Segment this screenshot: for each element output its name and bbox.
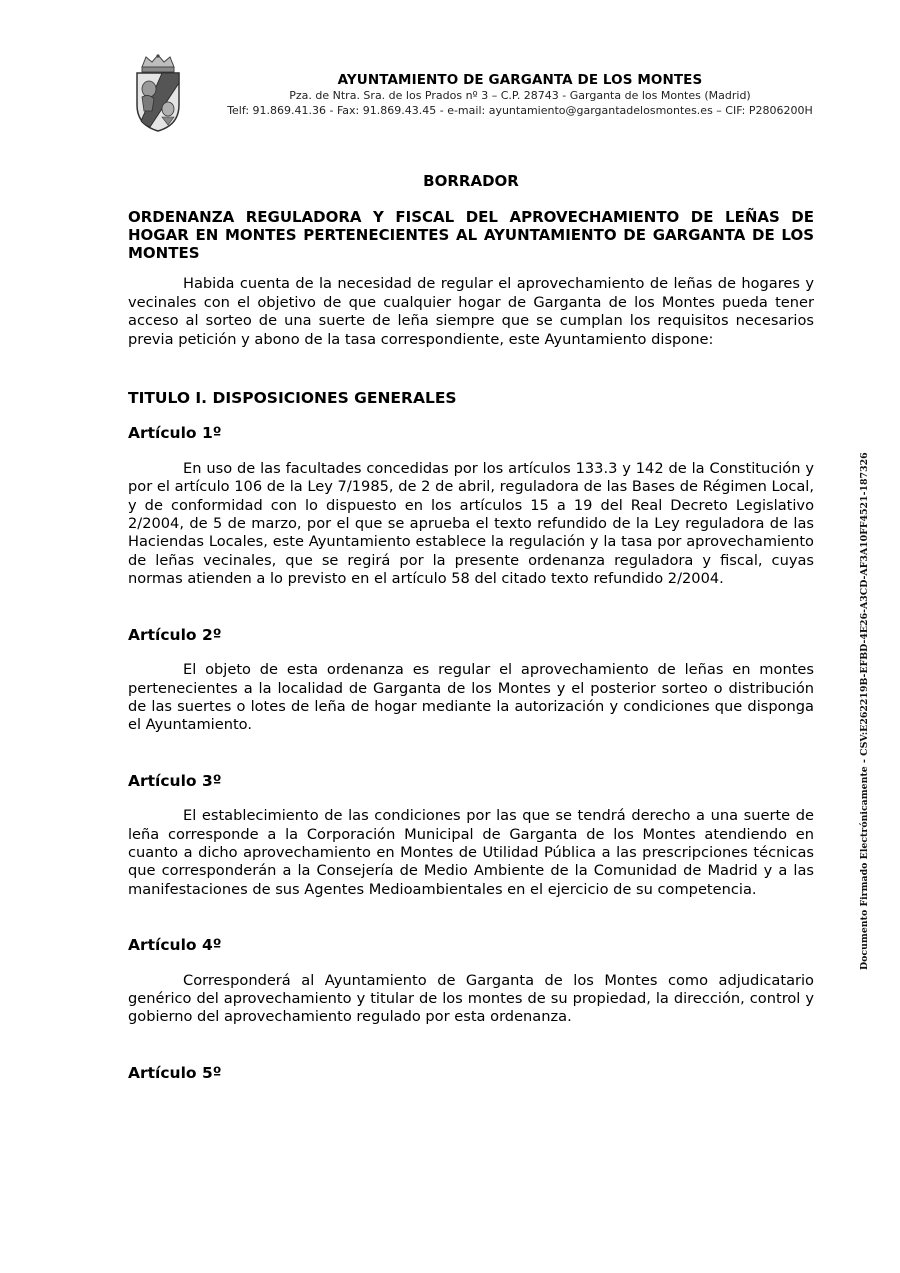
coat-of-arms-icon — [132, 53, 184, 133]
article-paragraph: Corresponderá al Ayuntamiento de Garganta de los Montes como adjudicatario genérico del aprovechamiento y titular de los montes de su propiedad, la dirección, control y gobierno del aprovechamiento regulado por esta ordenanza. — [128, 971, 814, 1026]
article-heading: Artículo 2º — [128, 625, 222, 644]
organization-address: Pza. de Ntra. Sra. de los Prados nº 3 – C.P. 28743 - Garganta de los Montes (Madrid) — [289, 89, 751, 102]
document-title: ORDENANZA REGULADORA Y FISCAL DEL APROVECHAMIENTO DE LEÑAS DE HOGAR EN MONTES PERTENECIENTES AL AYUNTAMIENTO DE GARGANTA DE LOS MONTES — [128, 208, 814, 263]
document-body — [128, 172, 814, 1099]
organization-name: AYUNTAMIENTO DE GARGANTA DE LOS MONTES — [337, 72, 703, 88]
document-status: BORRADOR — [423, 172, 519, 190]
article-paragraph: El objeto de esta ordenanza es regular el aprovechamiento de leñas en montes pertenecientes a la localidad de Garganta de los Montes y el posterior sorteo o distribución de las suertes o lotes de leña de hogar mediante la autorización y condiciones que disponga el Ayuntamiento. — [128, 661, 814, 734]
electronic-signature-stamp: Documento Firmado Electrónicamente - CSV:E262219B-EFBD-4E26-A3CD-AF3A10FF4521-187326 — [859, 452, 870, 970]
article-paragraph: En uso de las facultades concedidas por los artículos 133.3 y 142 de la Constitución y por el artículo 106 de la Ley 7/1985, de 2 de abril, reguladora de las Bases de Régimen Local, y de conformidad con lo dispuesto en los artículos 15 a 19 del Real Decreto Legislativo 2/2004, de 5 de marzo, por el que se aprueba el texto refundido de la Ley reguladora de las Haciendas Locales, este Ayuntamiento establece la regulación y la tasa por aprovechamiento de leñas vecinales, que se regirá por la presente ordenanza reguladora y fiscal, cuyas normas atienden a lo previsto en el artículo 58 del citado texto refundido 2/2004. — [128, 459, 814, 588]
article-heading: Artículo 4º — [128, 936, 222, 955]
article-heading: Artículo 1º — [128, 424, 222, 443]
letterhead — [200, 72, 840, 118]
article-paragraph: El establecimiento de las condiciones por las que se tendrá derecho a una suerte de leña corresponde a la Corporación Municipal de Garganta de los Montes atendiendo en cuanto a dicho aprovechamiento en Montes de Utilidad Pública a las prescripciones técnicas que corresponderán a la Consejería de Medio Ambiente de la Comunidad de Madrid y a las manifestaciones de sus Agentes Medioambientales en el ejercicio de su competencia. — [128, 807, 814, 898]
preamble-paragraph: Habida cuenta de la necesidad de regular el aprovechamiento de leñas de hogares y vecinales con el objetivo de que cualquier hogar de Garganta de los Montes pueda tener acceso al sorteo de una suerte de leña siempre que se cumplan los requisitos necesarios previa petición y abono de la tasa correspondiente, este Ayuntamiento dispone: — [128, 275, 814, 348]
section-heading: TITULO I. DISPOSICIONES GENERALES — [128, 389, 457, 408]
article-heading: Artículo 5º — [128, 1063, 222, 1082]
article-heading: Artículo 3º — [128, 771, 222, 790]
organization-contact: Telf: 91.869.41.36 - Fax: 91.869.43.45 - e-mail: ayuntamiento@gargantadelosmontes.es – CIF: P2806200H — [227, 104, 813, 117]
